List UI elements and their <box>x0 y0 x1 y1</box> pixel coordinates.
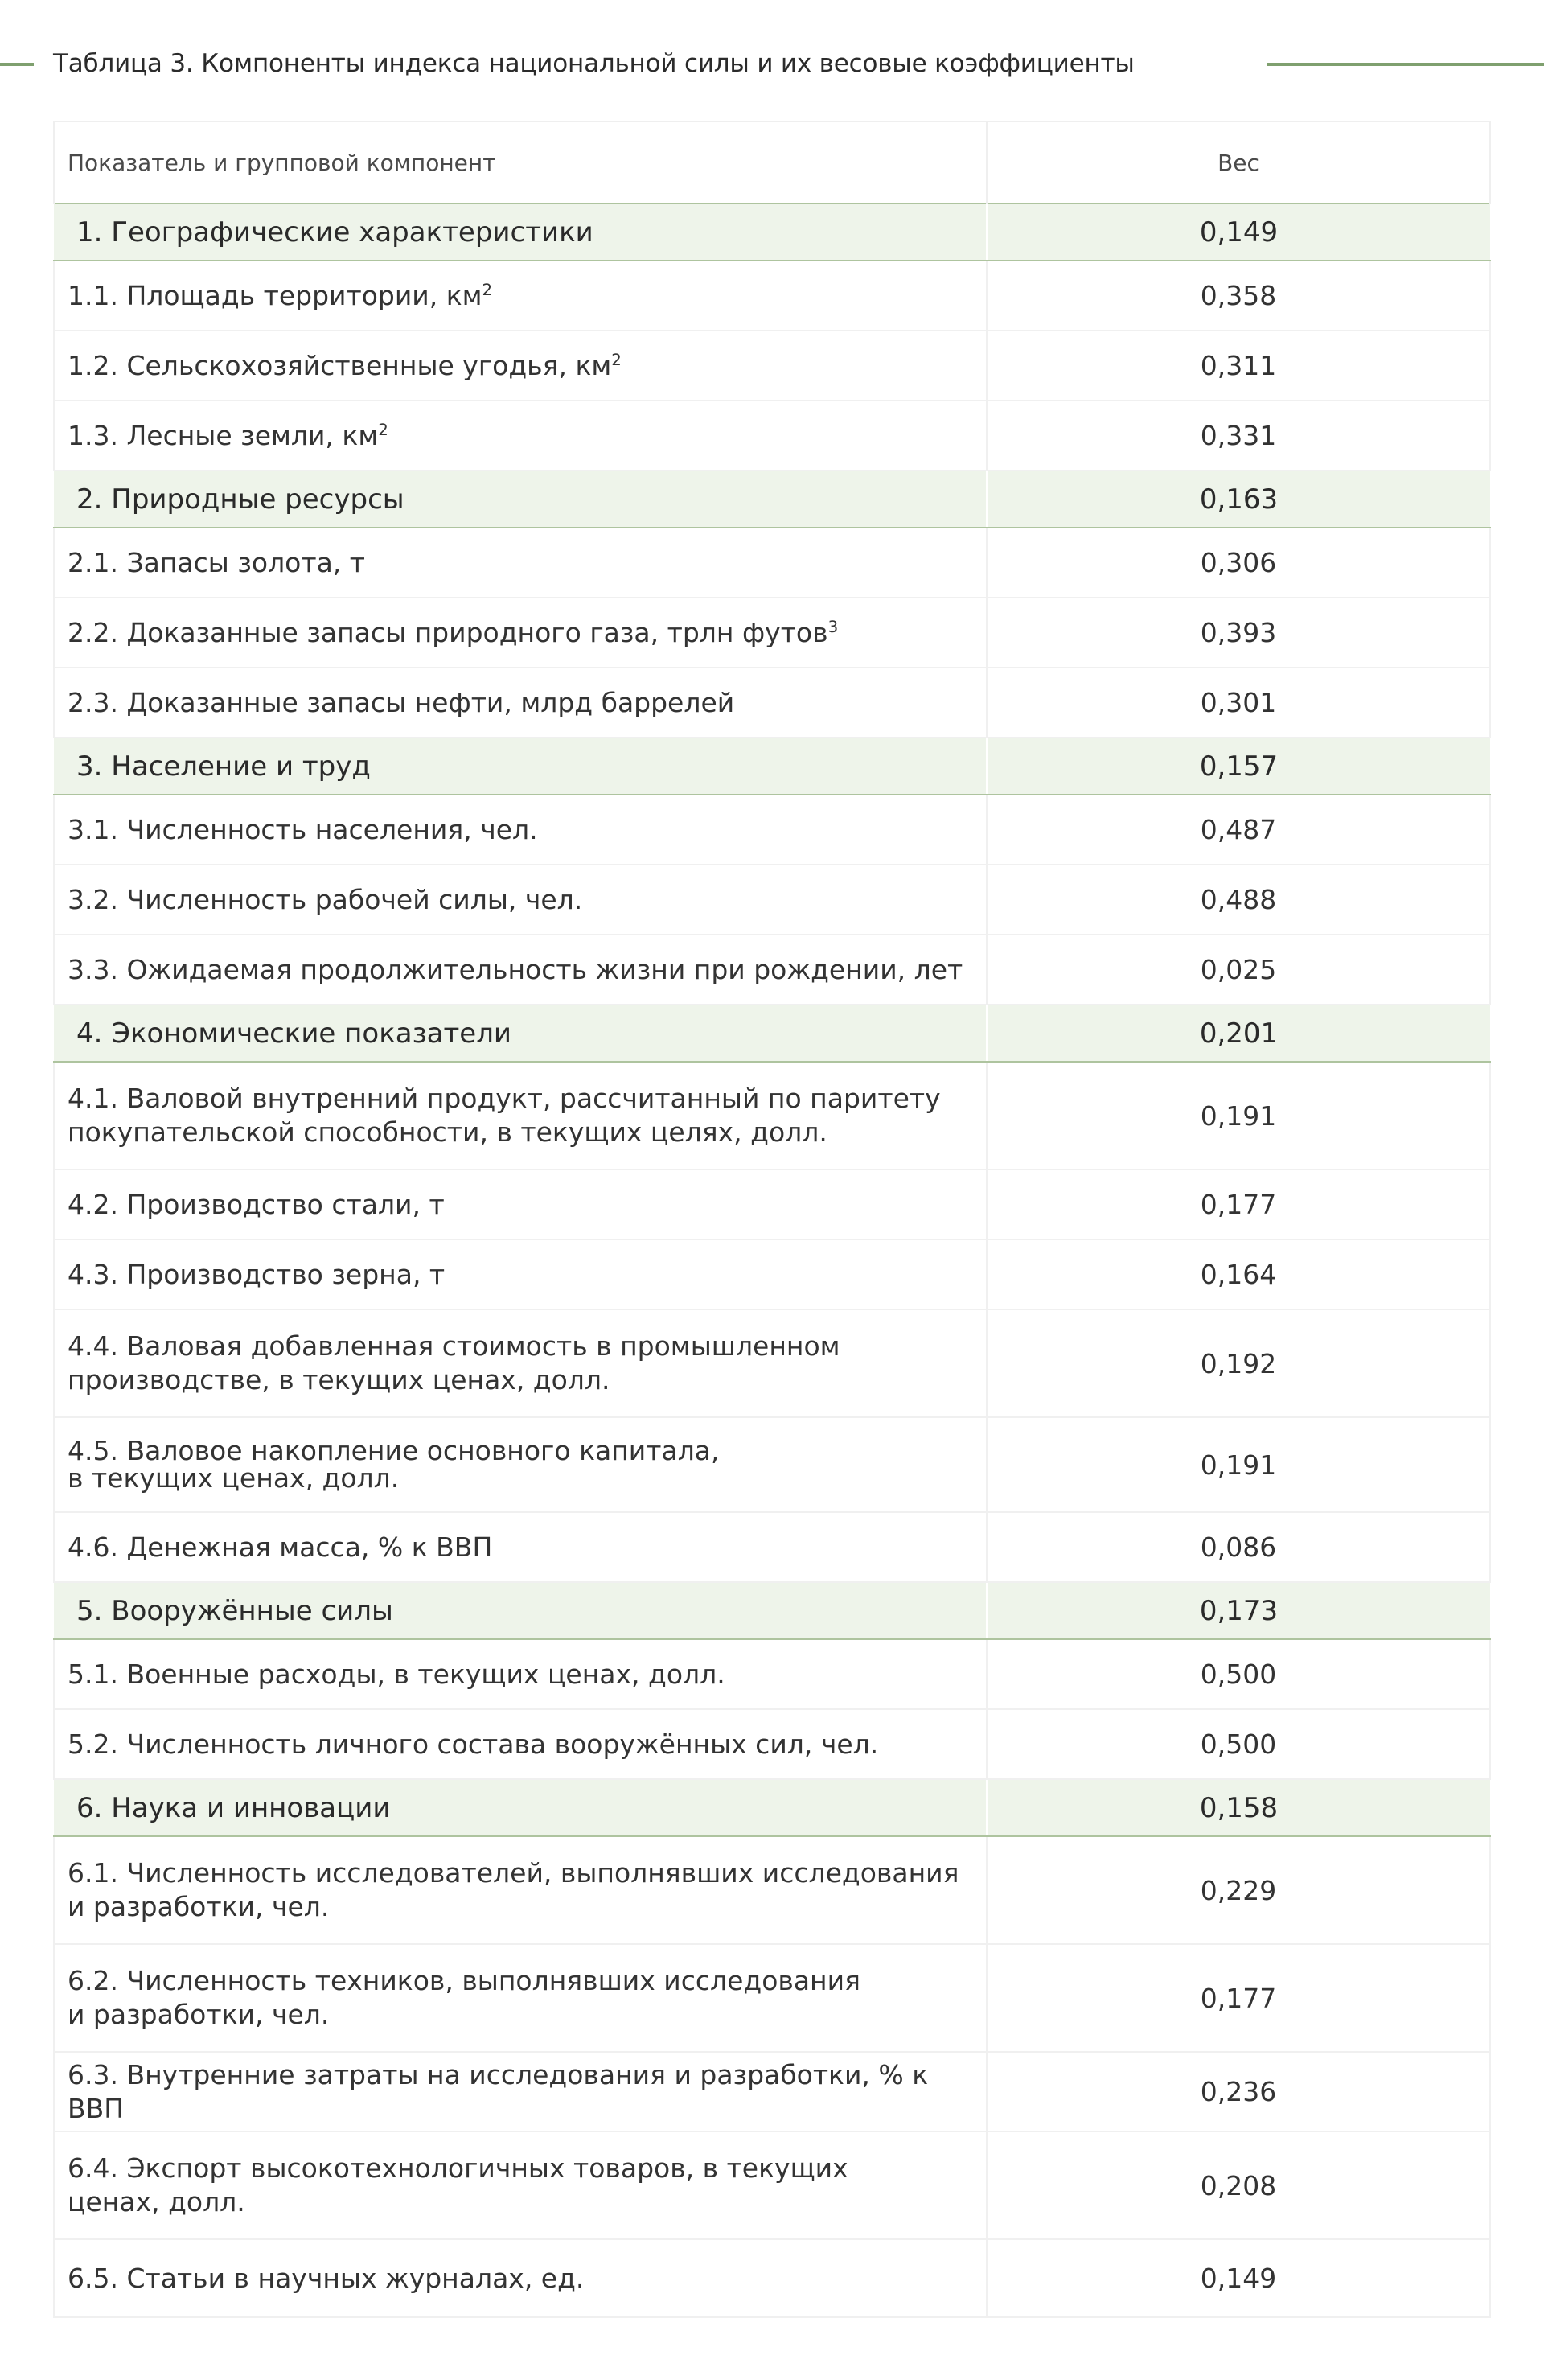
indicator-name: 3.3. Ожидаемая продолжительность жизни при рождении, лет <box>54 935 987 1005</box>
table-row <box>54 528 1490 598</box>
group-name: 4. Экономические показатели <box>54 1005 987 1062</box>
indicator-text-line1: 6.1. Численность исследователей, выполнявших исследования <box>68 1857 959 1889</box>
indicator-name: 5.2. Численность личного состава вооружённых сил, чел. <box>54 1709 987 1779</box>
table-row <box>54 1417 1490 1512</box>
indicator-weight: 0,500 <box>987 1639 1490 1709</box>
table-row <box>54 1639 1490 1709</box>
indicator-text-line2: покупательской способности, в текущих целях, долл. <box>68 1116 827 1148</box>
indicator-name <box>54 1309 987 1417</box>
superscript: 2 <box>378 420 388 439</box>
group-weight: 0,158 <box>987 1779 1490 1836</box>
indicator-name: 5.1. Военные расходы, в текущих ценах, долл. <box>54 1639 987 1709</box>
indicator-text-line2: в текущих ценах, долл. <box>68 1462 400 1494</box>
indicator-name <box>54 1836 987 1944</box>
table-row <box>54 1239 1490 1309</box>
caption-rule-left <box>0 63 34 66</box>
indicator-text-line1: 4.4. Валовая добавленная стоимость в промышленном <box>68 1330 840 1362</box>
indicator-text-line2: ценах, долл. <box>68 2186 245 2218</box>
indicator-weight: 0,301 <box>987 668 1490 738</box>
group-name: 5. Вооружённые силы <box>54 1582 987 1639</box>
indicator-name <box>54 1944 987 2052</box>
weights-table <box>53 121 1491 2318</box>
indicator-name <box>54 598 987 668</box>
indicator-text-line1: 6.4. Экспорт высокотехнологичных товаров, в текущих <box>68 2152 848 2184</box>
indicator-weight: 0,177 <box>987 1944 1490 2052</box>
indicator-text-line1: 4.1. Валовой внутренний продукт, рассчитанный по паритету <box>68 1083 941 1114</box>
indicator-weight: 0,488 <box>987 865 1490 935</box>
superscript: 2 <box>611 350 622 369</box>
indicator-name: 4.2. Производство стали, т <box>54 1169 987 1239</box>
indicator-weight: 0,164 <box>987 1239 1490 1309</box>
indicator-weight: 0,086 <box>987 1512 1490 1582</box>
group-weight: 0,163 <box>987 471 1490 528</box>
table-row <box>54 935 1490 1005</box>
table-row <box>54 1062 1490 1169</box>
indicator-weight: 0,311 <box>987 331 1490 401</box>
group-name: 3. Население и труд <box>54 738 987 795</box>
indicator-weight: 0,191 <box>987 1417 1490 1512</box>
table-row <box>54 2052 1490 2131</box>
group-name: 6. Наука и инновации <box>54 1779 987 1836</box>
indicator-name: 4.6. Денежная масса, % к ВВП <box>54 1512 987 1582</box>
group-row <box>54 1779 1490 1836</box>
indicator-text-line2: и разработки, чел. <box>68 1999 330 2030</box>
table-row <box>54 401 1490 471</box>
indicator-name: 4.3. Производство зерна, т <box>54 1239 987 1309</box>
group-weight: 0,149 <box>987 203 1490 261</box>
indicator-weight: 0,149 <box>987 2239 1490 2317</box>
indicator-text: 1.3. Лесные земли, км <box>68 419 379 451</box>
indicator-weight: 0,306 <box>987 528 1490 598</box>
indicator-text: 2.2. Доказанные запасы природного газа, трлн футов <box>68 616 828 648</box>
indicator-name <box>54 261 987 331</box>
indicator-name <box>54 2131 987 2239</box>
table-row <box>54 795 1490 865</box>
header-weight: Вес <box>987 121 1490 203</box>
table-row <box>54 1169 1490 1239</box>
indicator-weight: 0,025 <box>987 935 1490 1005</box>
caption-rule-right <box>1267 63 1544 66</box>
indicator-weight: 0,191 <box>987 1062 1490 1169</box>
weights-table-container <box>53 121 1489 2318</box>
table-row <box>54 261 1490 331</box>
table-row <box>54 1309 1490 1417</box>
group-row <box>54 471 1490 528</box>
table-row <box>54 1944 1490 2052</box>
indicator-name <box>54 331 987 401</box>
indicator-weight: 0,500 <box>987 1709 1490 1779</box>
indicator-name: 3.2. Численность рабочей силы, чел. <box>54 865 987 935</box>
indicator-name <box>54 401 987 471</box>
indicator-weight: 0,192 <box>987 1309 1490 1417</box>
indicator-name: 2.3. Доказанные запасы нефти, млрд баррелей <box>54 668 987 738</box>
indicator-text-line2: и разработки, чел. <box>68 1891 330 1922</box>
indicator-weight: 0,208 <box>987 2131 1490 2239</box>
table-title: Таблица 3. Компоненты индекса национальной силы и их весовые коэффициенты <box>53 49 1135 78</box>
group-row <box>54 203 1490 261</box>
table-row <box>54 865 1490 935</box>
indicator-text-line1: 4.5. Валовое накопление основного капитала, <box>68 1435 720 1466</box>
indicator-weight: 0,393 <box>987 598 1490 668</box>
group-row <box>54 738 1490 795</box>
indicator-weight: 0,331 <box>987 401 1490 471</box>
table-row <box>54 331 1490 401</box>
table-caption <box>0 43 1544 84</box>
indicator-name <box>54 1417 987 1512</box>
table-row <box>54 598 1490 668</box>
table-row <box>54 2239 1490 2317</box>
superscript: 3 <box>827 617 839 636</box>
indicator-text-line2: производстве, в текущих ценах, долл. <box>68 1364 610 1396</box>
indicator-name: 6.5. Статьи в научных журналах, ед. <box>54 2239 987 2317</box>
indicator-weight: 0,236 <box>987 2052 1490 2131</box>
group-weight: 0,201 <box>987 1005 1490 1062</box>
table-row <box>54 1512 1490 1582</box>
table-row <box>54 668 1490 738</box>
indicator-weight: 0,177 <box>987 1169 1490 1239</box>
indicator-name <box>54 1062 987 1169</box>
indicator-weight: 0,229 <box>987 1836 1490 1944</box>
indicator-weight: 0,358 <box>987 261 1490 331</box>
group-name: 2. Природные ресурсы <box>54 471 987 528</box>
indicator-weight: 0,487 <box>987 795 1490 865</box>
group-weight: 0,157 <box>987 738 1490 795</box>
indicator-text: 1.1. Площадь территории, км <box>68 279 482 311</box>
indicator-name: 6.3. Внутренние затраты на исследования и разработки, % к ВВП <box>54 2052 987 2131</box>
indicator-name: 3.1. Численность населения, чел. <box>54 795 987 865</box>
group-weight: 0,173 <box>987 1582 1490 1639</box>
superscript: 2 <box>482 280 493 299</box>
header-indicator: Показатель и групповой компонент <box>54 121 987 203</box>
group-row <box>54 1005 1490 1062</box>
table-row <box>54 2131 1490 2239</box>
group-name: 1. Географические характеристики <box>54 203 987 261</box>
group-row <box>54 1582 1490 1639</box>
indicator-name: 2.1. Запасы золота, т <box>54 528 987 598</box>
indicator-text-line1: 6.2. Численность техников, выполнявших исследования <box>68 1965 860 1996</box>
table-row <box>54 1836 1490 1944</box>
indicator-text: 1.2. Сельскохозяйственные угодья, км <box>68 349 612 381</box>
table-header-row <box>54 121 1490 203</box>
table-row <box>54 1709 1490 1779</box>
